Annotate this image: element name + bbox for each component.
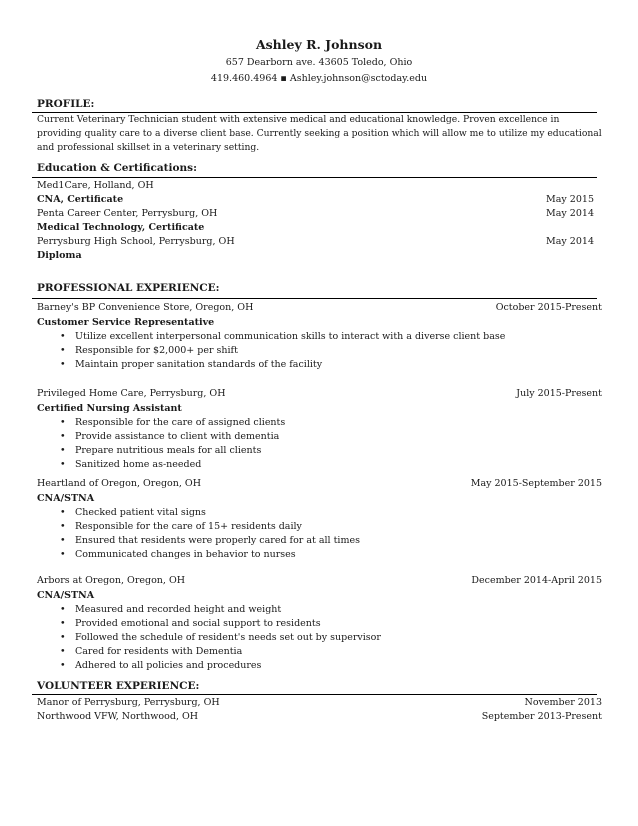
bullet-dot: • [60, 445, 66, 456]
bullet-text: Cared for residents with Dementia [75, 646, 243, 657]
bullet-text: Measured and recorded height and weight [75, 604, 282, 615]
job-dates: July 2015-Present [516, 388, 602, 399]
address-line: 657 Dearborn ave. 43605 Toledo, Ohio [225, 57, 413, 68]
contact-line: 419.460.4964 ▪ Ashley.johnson@sctoday.edu [210, 73, 428, 84]
bullet-text: Checked patient vital signs [75, 507, 206, 518]
job-employer: Barney's BP Convenience Store, Oregon, OH [37, 302, 254, 313]
experience-divider [32, 298, 597, 299]
bullet-text: Provide assistance to client with dementia [75, 431, 280, 442]
bullet-dot: • [60, 618, 66, 629]
job-dates: October 2015-Present [495, 302, 602, 313]
volunteer-org: Manor of Perrysburg, Perrysburg, OH [37, 697, 220, 708]
bullet-dot: • [60, 646, 66, 657]
job-employer: Heartland of Oregon, Oregon, OH [37, 478, 202, 489]
bullet-dot: • [60, 359, 66, 370]
bullet-dot: • [60, 632, 66, 643]
job-title: Customer Service Representative [37, 317, 215, 328]
education-line: Med1Care, Holland, OH [37, 180, 154, 191]
education-line: Diploma [37, 250, 82, 261]
bullet-dot: • [60, 459, 66, 470]
volunteer-date: November 2013 [524, 697, 602, 708]
job-dates: December 2014-April 2015 [471, 575, 602, 586]
job-title: CNA/STNA [37, 590, 95, 601]
volunteer-date: September 2013-Present [481, 711, 602, 722]
education-line: CNA, Certificate [37, 194, 124, 205]
bullet-text: Responsible for the care of 15+ residents daily [75, 521, 302, 532]
bullet-text: Responsible for the care of assigned clients [75, 417, 286, 428]
bullet-text: Adhered to all policies and procedures [75, 660, 262, 671]
job-title: CNA/STNA [37, 493, 95, 504]
experience-heading: PROFESSIONAL EXPERIENCE: [37, 282, 220, 294]
bullet-dot: • [60, 417, 66, 428]
volunteer-heading: VOLUNTEER EXPERIENCE: [37, 680, 200, 692]
candidate-name: Ashley R. Johnson [255, 37, 383, 52]
bullet-text: Sanitized home as-needed [75, 459, 202, 470]
bullet-text: Followed the schedule of resident's needs set out by supervisor [75, 632, 381, 643]
education-heading: Education & Certifications: [37, 162, 197, 174]
education-line: Penta Career Center, Perrysburg, OH [37, 208, 218, 219]
bullet-text: Utilize excellent interpersonal communication skills to interact with a diverse client base [75, 331, 506, 342]
job-employer: Privileged Home Care, Perrysburg, OH [37, 388, 226, 399]
education-date: May 2015 [546, 194, 594, 205]
education-divider [32, 177, 597, 178]
bullet-dot: • [60, 331, 66, 342]
bullet-dot: • [60, 345, 66, 356]
volunteer-divider [32, 694, 597, 695]
profile-text: Current Veterinary Technician student with extensive medical and educational knowledge. Proven excellence in providing quality care to a diverse client base. Currently seeking a position which will allow me to utilize my educational and professional skillset in a veterinary setting. [37, 114, 602, 153]
bullet-text: Provided emotional and social support to residents [75, 618, 321, 629]
education-date: May 2014 [546, 236, 594, 247]
job-title: Certified Nursing Assistant [37, 403, 182, 414]
bullet-text: Communicated changes in behavior to nurses [75, 549, 296, 560]
bullet-dot: • [60, 549, 66, 560]
bullet-text: Responsible for $2,000+ per shift [75, 345, 238, 356]
bullet-dot: • [60, 431, 66, 442]
bullet-dot: • [60, 507, 66, 518]
bullet-dot: • [60, 604, 66, 615]
bullet-dot: • [60, 521, 66, 532]
bullet-text: Ensured that residents were properly cared for at all times [75, 535, 360, 546]
bullet-dot: • [60, 660, 66, 671]
bullet-dot: • [60, 535, 66, 546]
education-line: Medical Technology, Certificate [37, 222, 205, 233]
volunteer-org: Northwood VFW, Northwood, OH [37, 711, 199, 722]
education-line: Perrysburg High School, Perrysburg, OH [37, 236, 235, 247]
bullet-text: Maintain proper sanitation standards of the facility [75, 359, 323, 370]
bullet-text: Prepare nutritious meals for all clients [75, 445, 262, 456]
profile-heading: PROFILE: [37, 98, 95, 110]
job-dates: May 2015-September 2015 [470, 478, 602, 489]
education-date: May 2014 [546, 208, 594, 219]
job-employer: Arbors at Oregon, Oregon, OH [37, 575, 186, 586]
